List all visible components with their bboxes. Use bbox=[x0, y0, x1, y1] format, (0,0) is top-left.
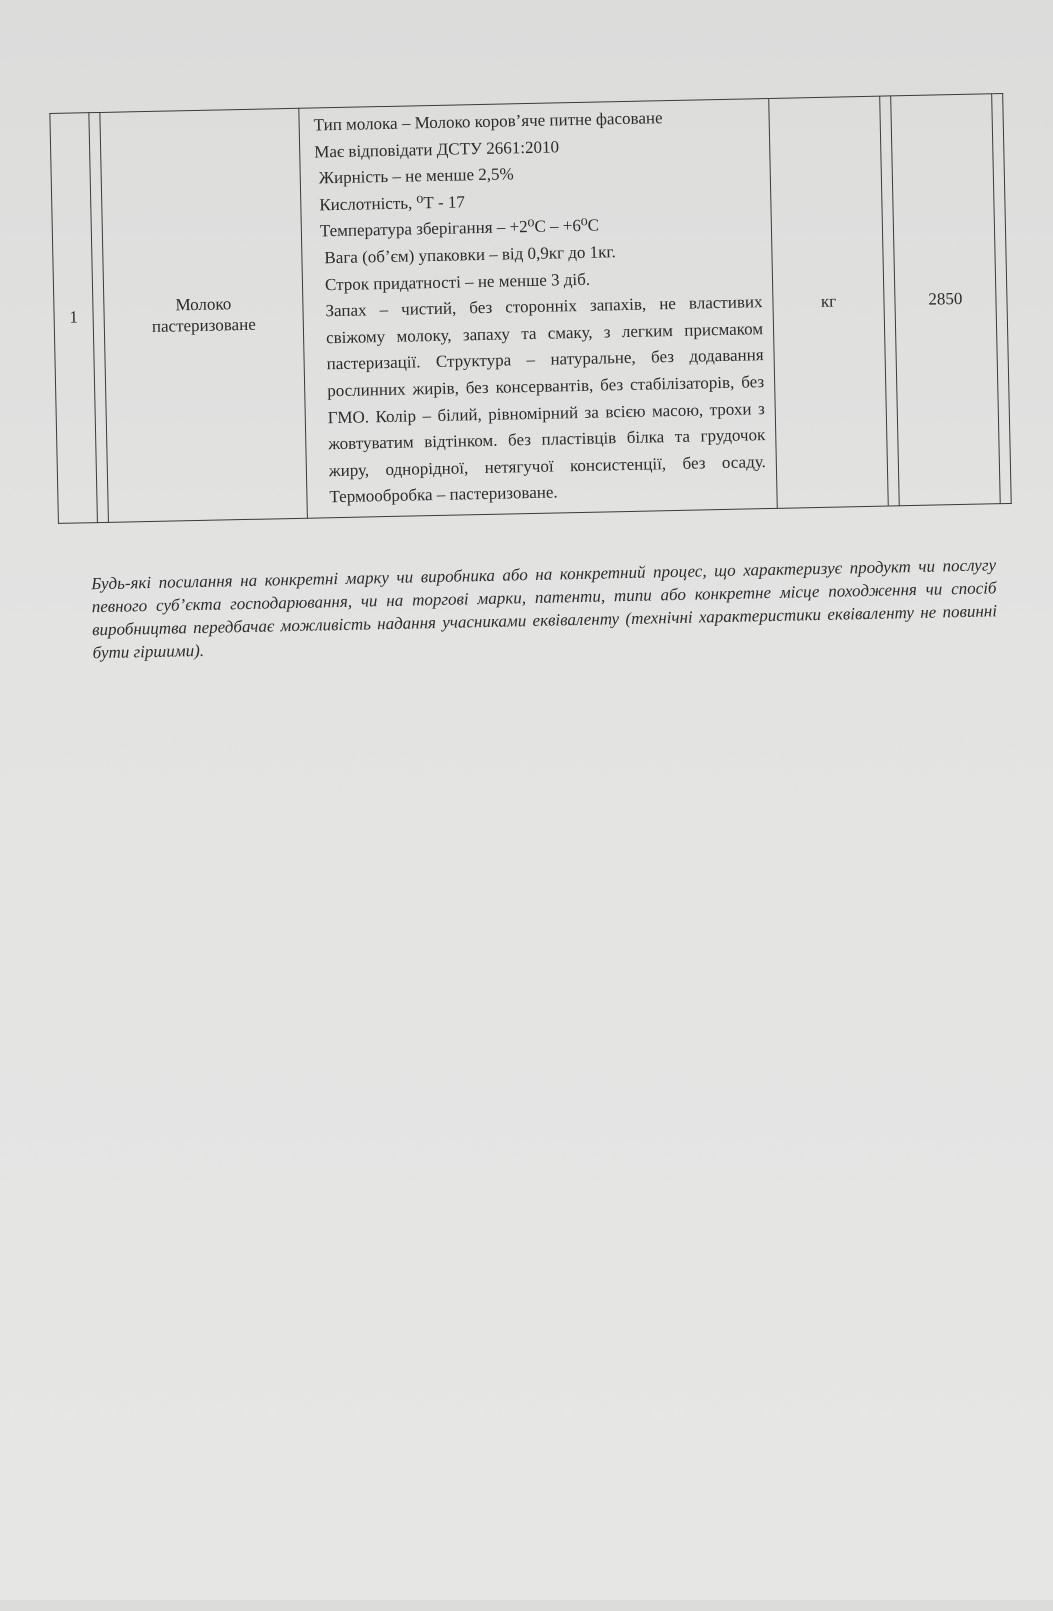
description-line: Температура зберігання – +2⁰С – +6⁰С bbox=[319, 215, 600, 241]
equivalence-note: Будь-які посилання на конкретні марку чи виробника або на конкретний процес, що характеризує продукт чи послугу певного суб’єкта господарювання, чи на торгові марки, патенти, типи або конкретне місце походження чи спосіб виробництва передбачає можливість надання учасниками еквіваленту (технічні характеристики еквіваленту не повинні бути гіршими). bbox=[91, 555, 998, 663]
description-line: Кислотність, ⁰Т - 17 bbox=[319, 192, 466, 215]
product-name-line1: Молоко bbox=[175, 294, 232, 315]
description-paragraph: Запах – чистий, без сторонніх запахів, не властивих свіжому молоку, запаху та смаку, з легким присмаком пастеризації. Структура – натуральне, без додавання рослинних жирів, без консервантів, без стабілізаторів, без ГМО. Колір – білий, рівномірний за всією масою, трохи з жовтуватим відтінком. без пластівців білка та грудочок жиру, однорідної, нетягучої консистенції, без осаду. Термообробка – пастеризоване. bbox=[325, 292, 767, 507]
product-name-line2: пастеризоване bbox=[151, 315, 256, 337]
product-name-cell bbox=[100, 108, 308, 522]
quantity-cell: 2850 bbox=[891, 94, 1001, 506]
description-line: Вага (об’єм) упаковки – від 0,9кг до 1кг. bbox=[324, 242, 616, 268]
unit-cell: кг bbox=[769, 96, 889, 508]
description-line: Жирність – не менше 2,5% bbox=[318, 164, 514, 188]
description-line: Строк придатності – не менше 3 діб. bbox=[324, 269, 591, 294]
table-row bbox=[50, 94, 1011, 524]
specification-table bbox=[49, 93, 1011, 524]
row-number: 1 bbox=[50, 113, 98, 524]
description-line: Має відповідати ДСТУ 2661:2010 bbox=[314, 136, 560, 162]
product-description-cell bbox=[299, 98, 777, 518]
description-line: Тип молока – Молоко коров’яче питне фасоване bbox=[313, 108, 663, 135]
